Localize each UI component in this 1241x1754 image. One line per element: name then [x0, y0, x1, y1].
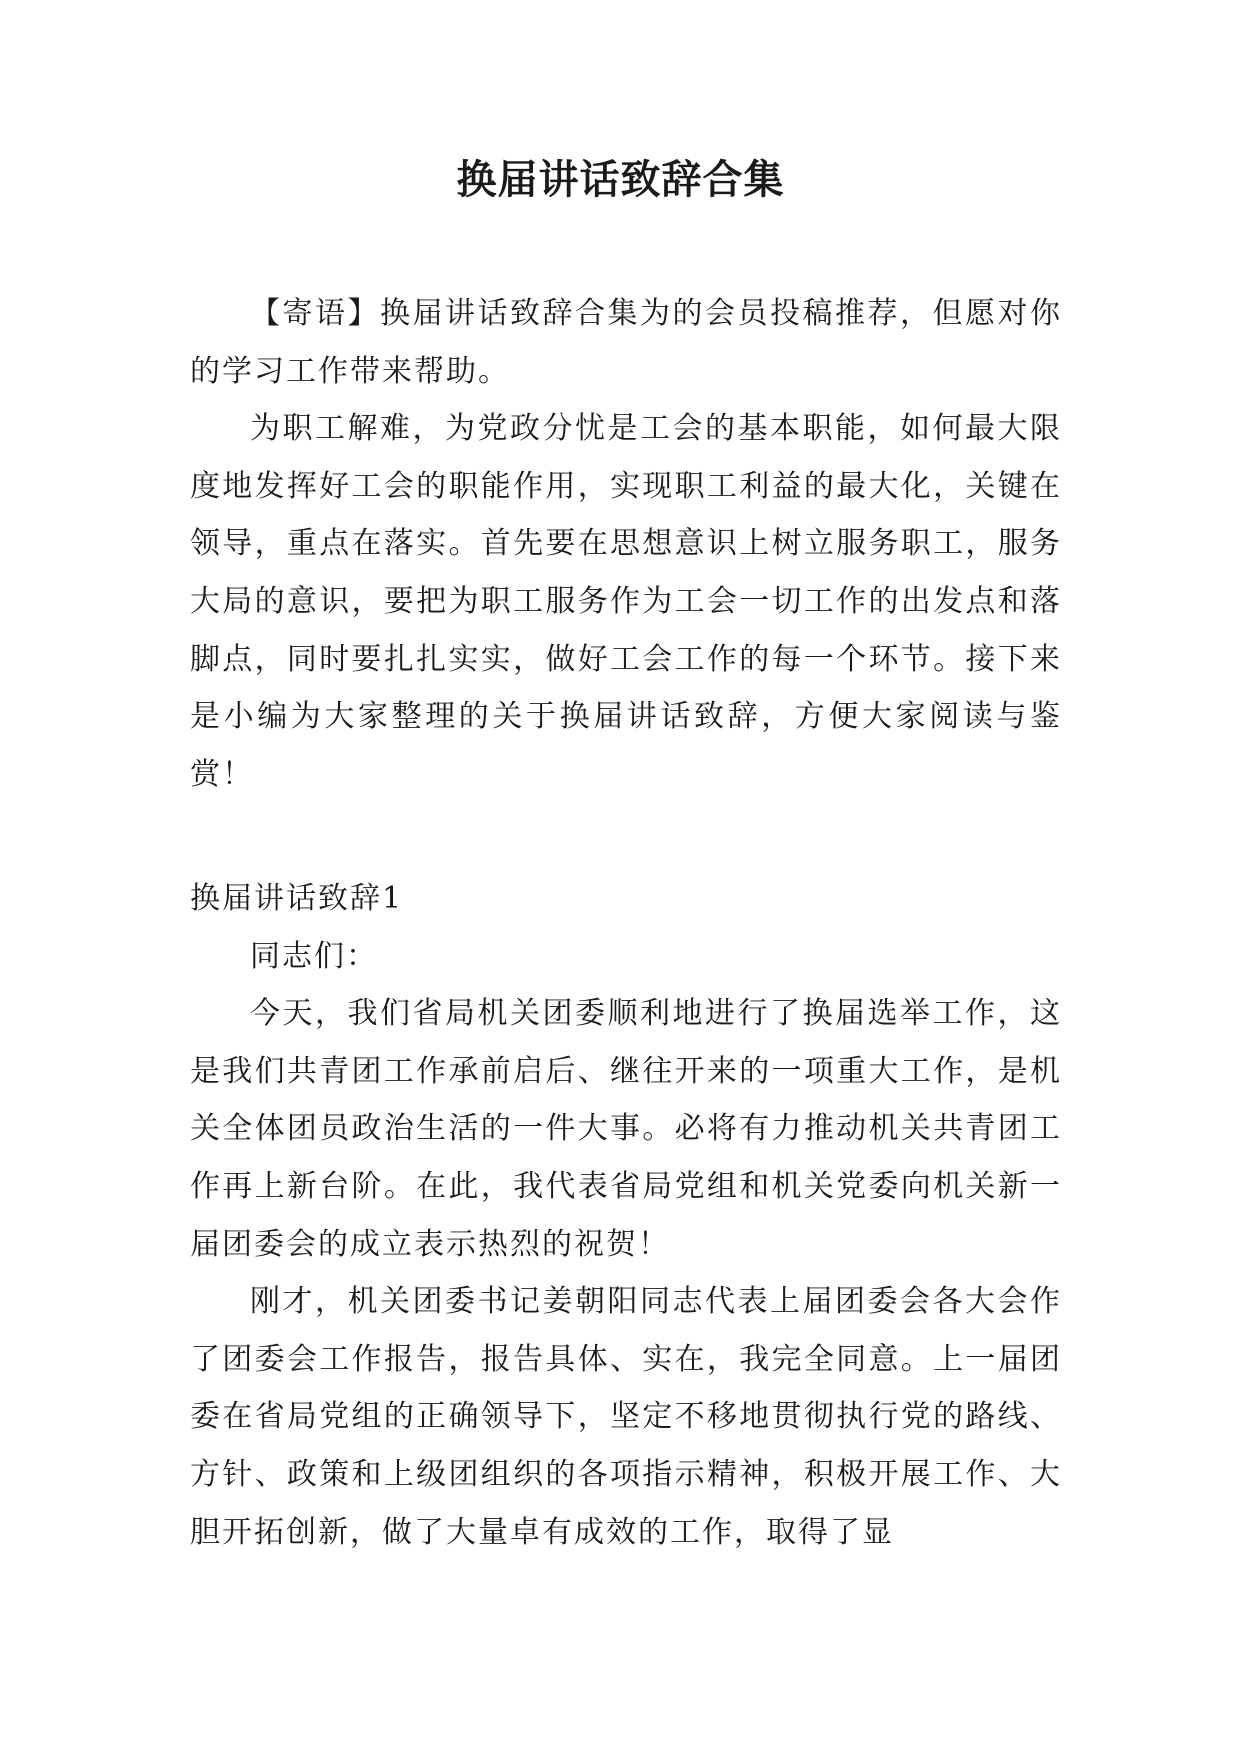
intro-note: 【寄语】换届讲话致辞合集为的会员投稿推荐，但愿对你的学习工作带来帮助。: [190, 296, 1062, 389]
speech-paragraph-1: 今天，我们省局机关团委顺利地进行了换届选举工作，这是我们共青团工作承前启后、继往开来的一项重大工作，是机关全体团员政治生活的一件大事。必将有力推动机关共青团工作再上新台阶。在此，我代表省局党组和机关党委向机关新一届团委会的成立表示热烈的祝贺！: [190, 996, 1062, 1262]
speech-heading: 换届讲话致辞1: [190, 881, 404, 916]
speech-salutation: 同志们：: [250, 938, 378, 974]
intro-section: [190, 285, 1062, 803]
intro-paragraph: 为职工解难，为党政分忧是工会的基本职能，如何最大限度地发挥好工会的职能作用，实现职工利益的最大化，关键在领导，重点在落实。首先要在思想意识上树立服务职工，服务大局的意识，要把为职工服务作为工会一切工作的出发点和落脚点，同时要扎扎实实，做好工会工作的每一个环节。接下来是小编为大家整理的关于换届讲话致辞，方便大家阅读与鉴赏！: [190, 411, 1062, 792]
speech-paragraph-2: 刚才，机关团委书记姜朝阳同志代表上届团委会各大会作了团委会工作报告，报告具体、实在，我完全同意。上一届团委在省局党组的正确领导下，坚定不移地贯彻执行党的路线、方针、政策和上级团组织的各项指示精神，积极开展工作、大胆开拓创新，做了大量卓有成效的工作，取得了显: [190, 1284, 1062, 1550]
document-title: 换届讲话致辞合集: [456, 156, 785, 203]
speech-section: [190, 870, 1062, 1561]
